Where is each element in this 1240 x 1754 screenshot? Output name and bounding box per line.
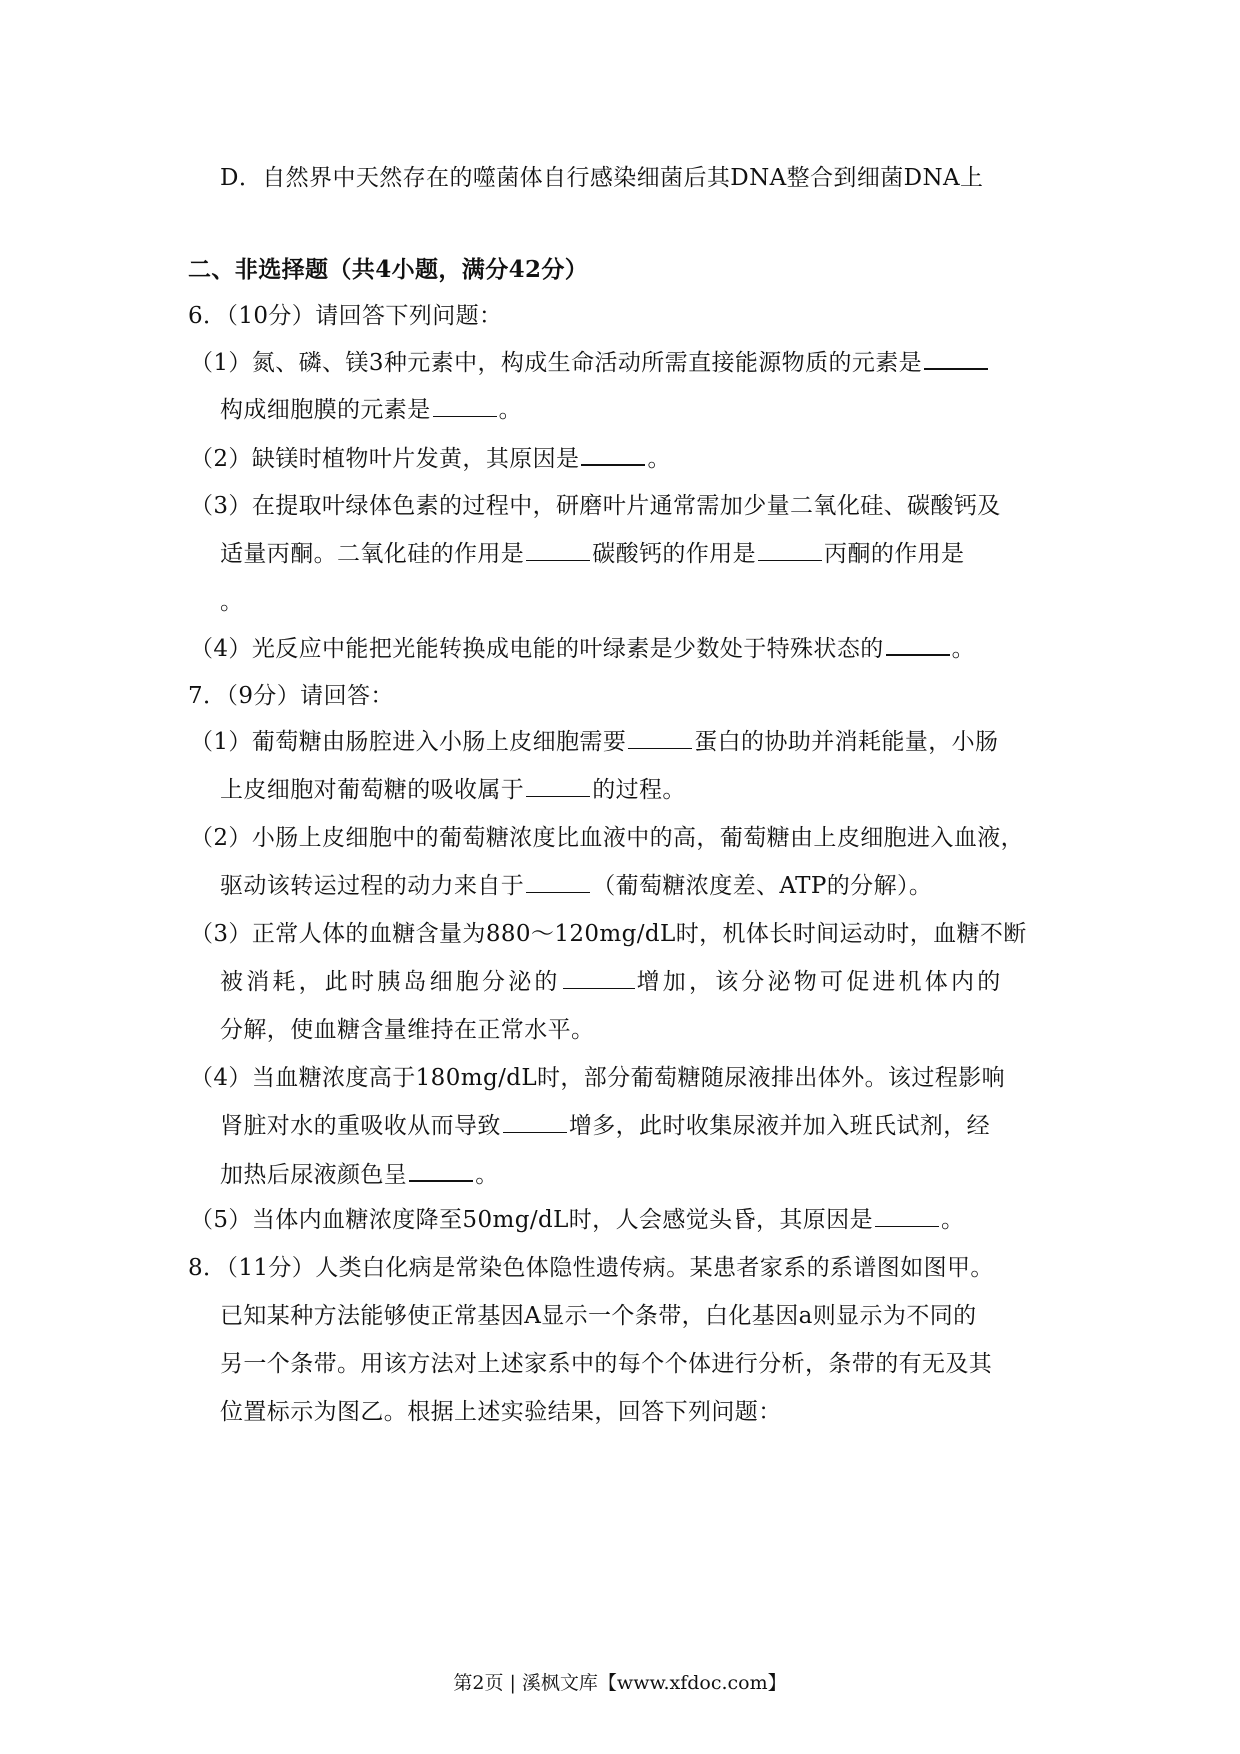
answer-blank — [886, 632, 950, 656]
q6-part4 — [190, 632, 975, 665]
answer-blank — [924, 346, 988, 370]
q6-part3-line1 — [190, 490, 1001, 522]
answer-blank — [875, 1204, 939, 1227]
punct: 。 — [647, 446, 671, 472]
q7-p3c-text: 分解，使血糖含量维持在正常水平。 — [220, 1017, 595, 1043]
q8-line3 — [220, 1348, 992, 1380]
q7-part3-line1 — [190, 918, 1027, 950]
q7-p4c-text: 加热后尿液颜色呈 — [220, 1162, 408, 1188]
q7-part3-line3 — [220, 1014, 594, 1046]
q6-stem — [188, 300, 502, 332]
q7-p3b-text: 被消耗，此时胰岛细胞分泌的 — [220, 969, 561, 995]
q7-p4b-text: 肾脏对水的重吸收从而导致 — [220, 1113, 501, 1139]
q7-p1b-text: 的过程。 — [592, 777, 686, 803]
q8-line4 — [220, 1396, 782, 1428]
q7-p4b-text: 增多，此时收集尿液并加入班氏试剂，经 — [568, 1113, 991, 1139]
q6-part1-line2 — [220, 394, 522, 426]
q7-part4-line2 — [220, 1110, 990, 1142]
q7-part2-line1 — [190, 822, 1024, 854]
q6-stem-text: 6．（10分）请回答下列问题： — [188, 303, 503, 329]
q7-part3-line2 — [220, 966, 1003, 998]
answer-blank — [581, 442, 645, 466]
punct: 。 — [220, 589, 244, 615]
q6-p4-text: （4）光反应中能把光能转换成电能的叶绿素是少数处于特殊状态的 — [190, 636, 884, 662]
answer-blank — [503, 1110, 567, 1133]
option-d-text: D．自然界中天然存在的噬菌体自行感染细菌后其DNA整合到细菌DNA上 — [220, 165, 984, 191]
q8-text: 已知某种方法能够使正常基因A显示一个条带，白化基因a则显示为不同的 — [220, 1303, 977, 1329]
answer-blank — [409, 1158, 473, 1182]
q8-text: 另一个条带。用该方法对上述家系中的每个个体进行分析，条带的有无及其 — [220, 1351, 993, 1377]
q6-p1b-text: 构成细胞膜的元素是 — [220, 397, 431, 423]
q6-p3b-text: 碳酸钙的作用是 — [592, 541, 757, 567]
punct: 。 — [475, 1162, 499, 1188]
punct: 。 — [498, 397, 523, 423]
q6-part3-line3 — [220, 586, 243, 618]
q6-part1-line1 — [190, 346, 990, 379]
answer-blank — [526, 538, 590, 561]
section-heading-text: 二、非选择题（共4小题，满分42分） — [188, 256, 589, 283]
answer-blank — [563, 966, 635, 989]
q7-p3-text: （3）正常人体的血糖含量为880～120mg/dL时，机体长时间运动时，血糖不断 — [190, 921, 1027, 947]
punct: 。 — [951, 636, 976, 662]
q7-part1-line2 — [220, 774, 686, 806]
q6-p2-text: （2）缺镁时植物叶片发黄，其原因是 — [190, 446, 580, 472]
q8-line2 — [220, 1300, 977, 1332]
q7-p2b-text: 驱动该转运过程的动力来自于 — [220, 873, 525, 899]
footer-text: 第2页 | 溪枫文库【www.xfdoc.com】 — [453, 1672, 787, 1694]
section2-heading — [188, 254, 588, 286]
q7-stem — [188, 680, 394, 712]
q7-part2-line2 — [220, 870, 932, 902]
page-footer — [0, 1670, 1240, 1696]
q7-part4-line1 — [190, 1062, 1005, 1094]
q7-p1b-text: 上皮细胞对葡萄糖的吸收属于 — [220, 777, 525, 803]
q8-text: 位置标示为图乙。根据上述实验结果，回答下列问题： — [220, 1399, 782, 1425]
q7-p5-text: （5）当体内血糖浓度降至50mg/dL时，人会感觉头昏，其原因是 — [190, 1207, 873, 1233]
q6-p3-text: （3）在提取叶绿体色素的过程中，研磨叶片通常需加少量二氧化硅、碳酸钙及 — [190, 493, 1001, 519]
q6-p1-text: （1）氮、磷、镁3种元素中，构成生命活动所需直接能源物质的元素是 — [190, 350, 923, 376]
q7-part4-line3 — [220, 1158, 499, 1191]
answer-blank — [433, 394, 497, 417]
answer-blank — [758, 538, 822, 561]
q7-part1-line1 — [190, 726, 998, 758]
q7-p1-text: 蛋白的协助并消耗能量，小肠 — [694, 729, 999, 755]
q8-text: 8．（11分）人类白化病是常染色体隐性遗传病。某患者家系的系谱图如图甲。 — [188, 1255, 994, 1281]
q6-p3b-text: 丙酮的作用是 — [824, 541, 965, 567]
q7-p1-text: （1）葡萄糖由肠腔进入小肠上皮细胞需要 — [190, 729, 627, 755]
punct: 。 — [940, 1207, 965, 1233]
q7-p3b-text: 增加，该分泌物可促进机体内的 — [636, 969, 1004, 995]
q6-part2 — [190, 442, 671, 475]
q7-p2b-text: （葡萄糖浓度差、ATP的分解）。 — [592, 873, 933, 899]
q8-line1 — [188, 1252, 994, 1284]
answer-blank — [526, 870, 590, 893]
question5-option-d — [220, 162, 983, 194]
q7-p4-text: （4）当血糖浓度高于180mg/dL时，部分葡萄糖随尿液排出体外。该过程影响 — [190, 1065, 1006, 1091]
q7-p2-text: （2）小肠上皮细胞中的葡萄糖浓度比血液中的高，葡萄糖由上皮细胞进入血液， — [190, 825, 1025, 851]
q7-stem-text: 7．（9分）请回答： — [188, 683, 394, 709]
answer-blank — [628, 726, 692, 749]
q7-part5 — [190, 1204, 964, 1236]
q6-part3-line2 — [220, 538, 964, 570]
q6-p3b-text: 适量丙酮。二氧化硅的作用是 — [220, 541, 525, 567]
answer-blank — [526, 774, 590, 797]
